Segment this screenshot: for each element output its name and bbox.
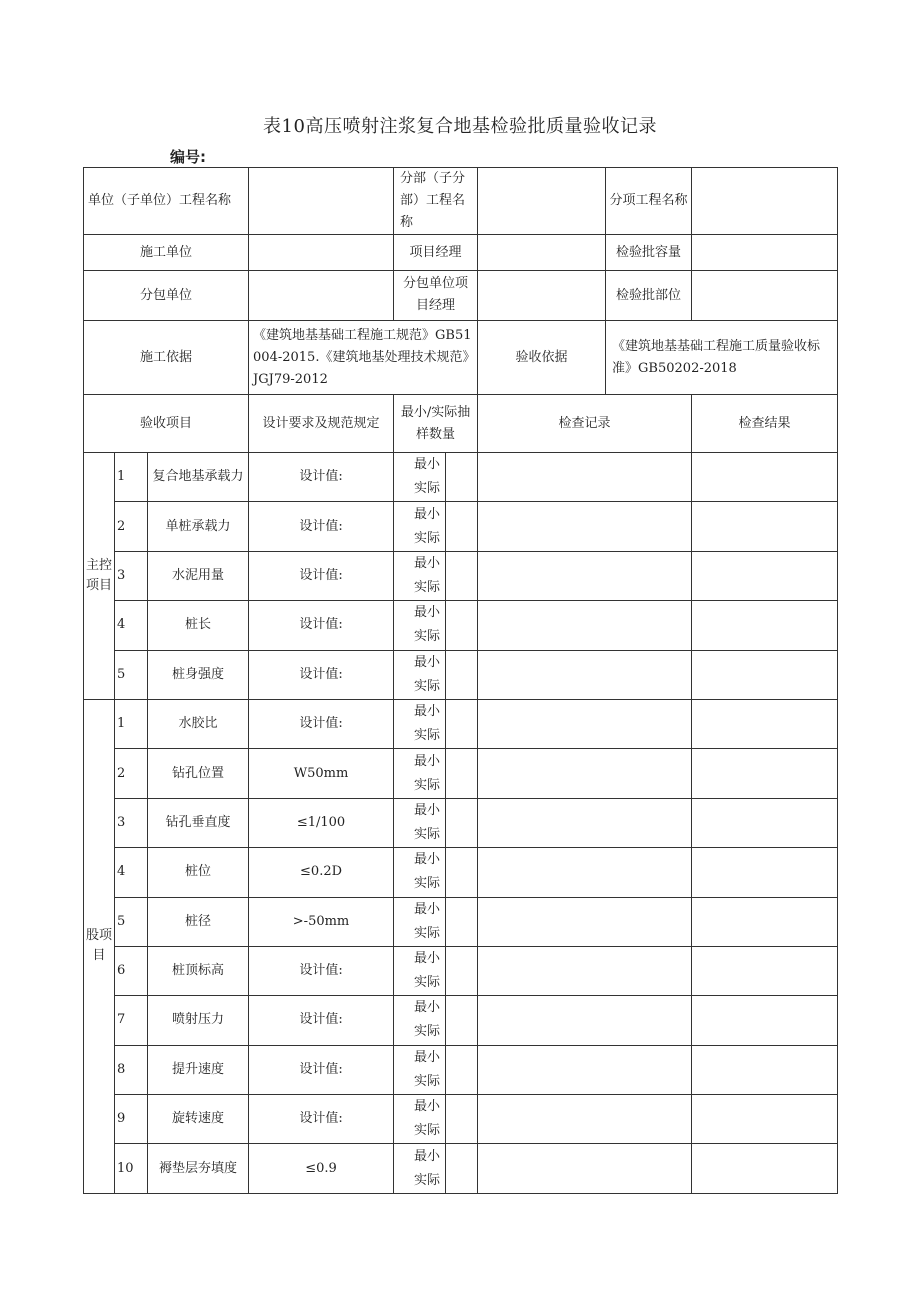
- sample-actual-label: 实际: [414, 777, 441, 793]
- sample-min-label: 最小: [414, 802, 441, 818]
- main-item-requirement: 设计值:: [249, 650, 394, 699]
- main-item-name: 桩长: [148, 601, 249, 650]
- general-row: [84, 1045, 838, 1094]
- general-row: [84, 1144, 838, 1193]
- batch-capacity-label: 检验批容量: [606, 235, 692, 271]
- general-item-requirement: >-50mm: [249, 897, 394, 946]
- general-item-requirement: ≤0.2D: [249, 848, 394, 897]
- general-item-number: 10: [115, 1144, 148, 1193]
- general-sample-quantity: [394, 1095, 446, 1144]
- sample-min-label: 最小: [414, 1148, 441, 1164]
- main-inspection-record[interactable]: [478, 453, 692, 502]
- sample-min-label: 最小: [414, 605, 441, 621]
- general-inspection-record[interactable]: [478, 946, 692, 995]
- sample-min-label: 最小: [414, 1049, 441, 1065]
- general-row: [84, 749, 838, 798]
- sample-actual-label: 实际: [414, 925, 441, 941]
- general-item-requirement: ≤1/100: [249, 798, 394, 847]
- col-acceptance-item: 验收项目: [84, 395, 249, 453]
- general-sample-quantity: [394, 996, 446, 1045]
- general-inspection-result[interactable]: [692, 946, 838, 995]
- general-sample-input[interactable]: [446, 996, 478, 1045]
- general-inspection-record[interactable]: [478, 848, 692, 897]
- general-inspection-record[interactable]: [478, 1095, 692, 1144]
- header-row-unit: [84, 168, 838, 235]
- sample-actual-label: 实际: [414, 826, 441, 842]
- subcontractor-pm-label: 分包单位项目经理: [394, 271, 478, 321]
- main-row: [84, 453, 838, 502]
- project-manager-field[interactable]: [478, 235, 606, 271]
- inspection-record-table: [83, 167, 838, 1194]
- main-item-name: 水泥用量: [148, 551, 249, 600]
- main-row: [84, 601, 838, 650]
- general-item-requirement: 设计值:: [249, 1095, 394, 1144]
- batch-part-field[interactable]: [692, 271, 838, 321]
- main-sample-input[interactable]: [446, 453, 478, 502]
- sample-actual-label: 实际: [414, 1172, 441, 1188]
- general-item-number: 7: [115, 996, 148, 1045]
- col-sample-quantity: 最小/实际抽样数量: [394, 395, 478, 453]
- main-row: [84, 551, 838, 600]
- sample-actual-label: 实际: [414, 975, 441, 991]
- main-inspection-result[interactable]: [692, 502, 838, 551]
- sample-actual-label: 实际: [414, 530, 441, 546]
- subitem-name-field[interactable]: [692, 168, 838, 235]
- general-sample-quantity: [394, 1144, 446, 1193]
- main-sample-quantity: [394, 502, 446, 551]
- sample-actual-label: 实际: [414, 876, 441, 892]
- general-item-name: 提升速度: [148, 1045, 249, 1094]
- main-item-number: 4: [115, 601, 148, 650]
- general-row: [84, 946, 838, 995]
- sample-actual-label: 实际: [414, 481, 441, 497]
- main-sample-quantity: [394, 601, 446, 650]
- general-row: [84, 798, 838, 847]
- main-item-number: 3: [115, 551, 148, 600]
- general-inspection-result[interactable]: [692, 996, 838, 1045]
- general-row: [84, 699, 838, 748]
- subcontractor-pm-field[interactable]: [478, 271, 606, 321]
- general-sample-input[interactable]: [446, 798, 478, 847]
- general-inspection-record[interactable]: [478, 749, 692, 798]
- general-row: [84, 1095, 838, 1144]
- batch-capacity-field[interactable]: [692, 235, 838, 271]
- general-row: [84, 996, 838, 1045]
- subdivision-name-field[interactable]: [478, 168, 606, 235]
- general-item-number: 9: [115, 1095, 148, 1144]
- sample-actual-label: 实际: [414, 1073, 441, 1089]
- header-row-basis: [84, 321, 838, 395]
- unit-name-label: 单位（子单位）工程名称: [84, 168, 249, 235]
- general-inspection-result[interactable]: [692, 848, 838, 897]
- general-item-number: 3: [115, 798, 148, 847]
- main-item-requirement: 设计值:: [249, 551, 394, 600]
- general-sample-input[interactable]: [446, 1095, 478, 1144]
- main-item-name: 桩身强度: [148, 650, 249, 699]
- constructor-label: 施工单位: [84, 235, 249, 271]
- general-sample-input[interactable]: [446, 946, 478, 995]
- general-sample-quantity: [394, 1045, 446, 1094]
- col-inspection-record: 检查记录: [478, 395, 692, 453]
- main-sample-input[interactable]: [446, 551, 478, 600]
- general-row: [84, 848, 838, 897]
- main-inspection-record[interactable]: [478, 551, 692, 600]
- general-sample-quantity: [394, 848, 446, 897]
- subitem-name-label: 分项工程名称: [606, 168, 692, 235]
- sample-min-label: 最小: [414, 704, 441, 720]
- general-inspection-result[interactable]: [692, 699, 838, 748]
- general-row: [84, 897, 838, 946]
- main-sample-input[interactable]: [446, 502, 478, 551]
- general-sample-quantity: [394, 749, 446, 798]
- sample-min-label: 最小: [414, 852, 441, 868]
- main-inspection-result[interactable]: [692, 453, 838, 502]
- general-item-number: 5: [115, 897, 148, 946]
- serial-number-label: 编号:: [170, 148, 206, 166]
- general-item-requirement: 设计值:: [249, 699, 394, 748]
- column-header-row: [84, 395, 838, 453]
- sample-min-label: 最小: [414, 555, 441, 571]
- sample-actual-label: 实际: [414, 1024, 441, 1040]
- header-row-subcontractor: [84, 271, 838, 321]
- general-item-requirement: 设计值:: [249, 996, 394, 1045]
- general-item-name: 旋转速度: [148, 1095, 249, 1144]
- general-item-name: 钻孔垂直度: [148, 798, 249, 847]
- subcontractor-label: 分包单位: [84, 271, 249, 321]
- project-manager-label: 项目经理: [394, 235, 478, 271]
- general-sample-input[interactable]: [446, 749, 478, 798]
- main-item-requirement: 设计值:: [249, 453, 394, 502]
- general-sample-input[interactable]: [446, 897, 478, 946]
- general-inspection-record[interactable]: [478, 699, 692, 748]
- main-sample-quantity: [394, 551, 446, 600]
- sample-min-label: 最小: [414, 457, 441, 473]
- general-sample-quantity: [394, 699, 446, 748]
- main-inspection-result[interactable]: [692, 601, 838, 650]
- main-inspection-result[interactable]: [692, 650, 838, 699]
- general-inspection-result[interactable]: [692, 1144, 838, 1193]
- main-item-requirement: 设计值:: [249, 502, 394, 551]
- main-item-number: 2: [115, 502, 148, 551]
- main-inspection-record[interactable]: [478, 502, 692, 551]
- main-inspection-record[interactable]: [478, 650, 692, 699]
- general-inspection-result[interactable]: [692, 1095, 838, 1144]
- general-item-name: 褥垫层夯填度: [148, 1144, 249, 1193]
- main-row: [84, 502, 838, 551]
- general-sample-quantity: [394, 897, 446, 946]
- general-item-requirement: 设计值:: [249, 1045, 394, 1094]
- page-title: 表10高压喷射注浆复合地基检验批质量验收记录: [263, 116, 657, 137]
- col-inspection-result: 检查结果: [692, 395, 838, 453]
- general-sample-input[interactable]: [446, 699, 478, 748]
- sample-min-label: 最小: [414, 901, 441, 917]
- general-item-number: 1: [115, 699, 148, 748]
- general-sample-quantity: [394, 946, 446, 995]
- main-item-name: 复合地基承载力: [148, 453, 249, 502]
- sample-actual-label: 实际: [414, 1123, 441, 1139]
- acceptance-basis-value: 《建筑地基基础工程施工质量验收标准》GB50202-2018: [606, 321, 838, 395]
- general-group-label: 股项目: [84, 699, 115, 1193]
- sample-min-label: 最小: [414, 506, 441, 522]
- main-sample-input[interactable]: [446, 650, 478, 699]
- general-item-name: 钻孔位置: [148, 749, 249, 798]
- main-row: [84, 650, 838, 699]
- sample-actual-label: 实际: [414, 579, 441, 595]
- sample-min-label: 最小: [414, 951, 441, 967]
- general-item-number: 8: [115, 1045, 148, 1094]
- general-sample-input[interactable]: [446, 1045, 478, 1094]
- sample-actual-label: 实际: [414, 629, 441, 645]
- sample-actual-label: 实际: [414, 678, 441, 694]
- general-inspection-result[interactable]: [692, 897, 838, 946]
- general-inspection-result[interactable]: [692, 749, 838, 798]
- general-item-name: 桩位: [148, 848, 249, 897]
- general-inspection-record[interactable]: [478, 798, 692, 847]
- general-inspection-record[interactable]: [478, 1144, 692, 1193]
- col-design-requirement: 设计要求及规范规定: [249, 395, 394, 453]
- general-item-requirement: ≤0.9: [249, 1144, 394, 1193]
- general-inspection-result[interactable]: [692, 1045, 838, 1094]
- main-item-requirement: 设计值:: [249, 601, 394, 650]
- construction-basis-label: 施工依据: [84, 321, 249, 395]
- general-inspection-record[interactable]: [478, 897, 692, 946]
- general-item-requirement: 设计值:: [249, 946, 394, 995]
- main-sample-quantity: [394, 650, 446, 699]
- general-sample-input[interactable]: [446, 1144, 478, 1193]
- general-item-name: 桩径: [148, 897, 249, 946]
- subdivision-name-label: 分部（子分部）工程名称: [394, 168, 478, 235]
- main-inspection-result[interactable]: [692, 551, 838, 600]
- header-row-constructor: [84, 235, 838, 271]
- general-inspection-result[interactable]: [692, 798, 838, 847]
- general-item-name: 水胶比: [148, 699, 249, 748]
- main-sample-quantity: [394, 453, 446, 502]
- subcontractor-field[interactable]: [249, 271, 394, 321]
- sample-min-label: 最小: [414, 654, 441, 670]
- construction-basis-value: 《建筑地基基础工程施工规范》GB51004-2015.《建筑地基处理技术规范》JGJ79-2012: [249, 321, 478, 395]
- main-item-number: 5: [115, 650, 148, 699]
- sample-actual-label: 实际: [414, 728, 441, 744]
- sample-min-label: 最小: [414, 753, 441, 769]
- main-inspection-record[interactable]: [478, 601, 692, 650]
- general-item-requirement: W50mm: [249, 749, 394, 798]
- main-item-number: 1: [115, 453, 148, 502]
- constructor-field[interactable]: [249, 235, 394, 271]
- sample-min-label: 最小: [414, 1099, 441, 1115]
- general-sample-quantity: [394, 798, 446, 847]
- unit-name-field[interactable]: [249, 168, 394, 235]
- general-item-number: 4: [115, 848, 148, 897]
- general-item-name: 桩顶标高: [148, 946, 249, 995]
- general-inspection-record[interactable]: [478, 996, 692, 1045]
- main-item-name: 单桩承载力: [148, 502, 249, 551]
- general-item-number: 6: [115, 946, 148, 995]
- general-sample-input[interactable]: [446, 848, 478, 897]
- batch-part-label: 检验批部位: [606, 271, 692, 321]
- main-sample-input[interactable]: [446, 601, 478, 650]
- general-item-number: 2: [115, 749, 148, 798]
- sample-min-label: 最小: [414, 1000, 441, 1016]
- main-control-group-label: 主控项目: [84, 453, 115, 700]
- general-item-name: 喷射压力: [148, 996, 249, 1045]
- general-inspection-record[interactable]: [478, 1045, 692, 1094]
- acceptance-basis-label: 验收依据: [478, 321, 606, 395]
